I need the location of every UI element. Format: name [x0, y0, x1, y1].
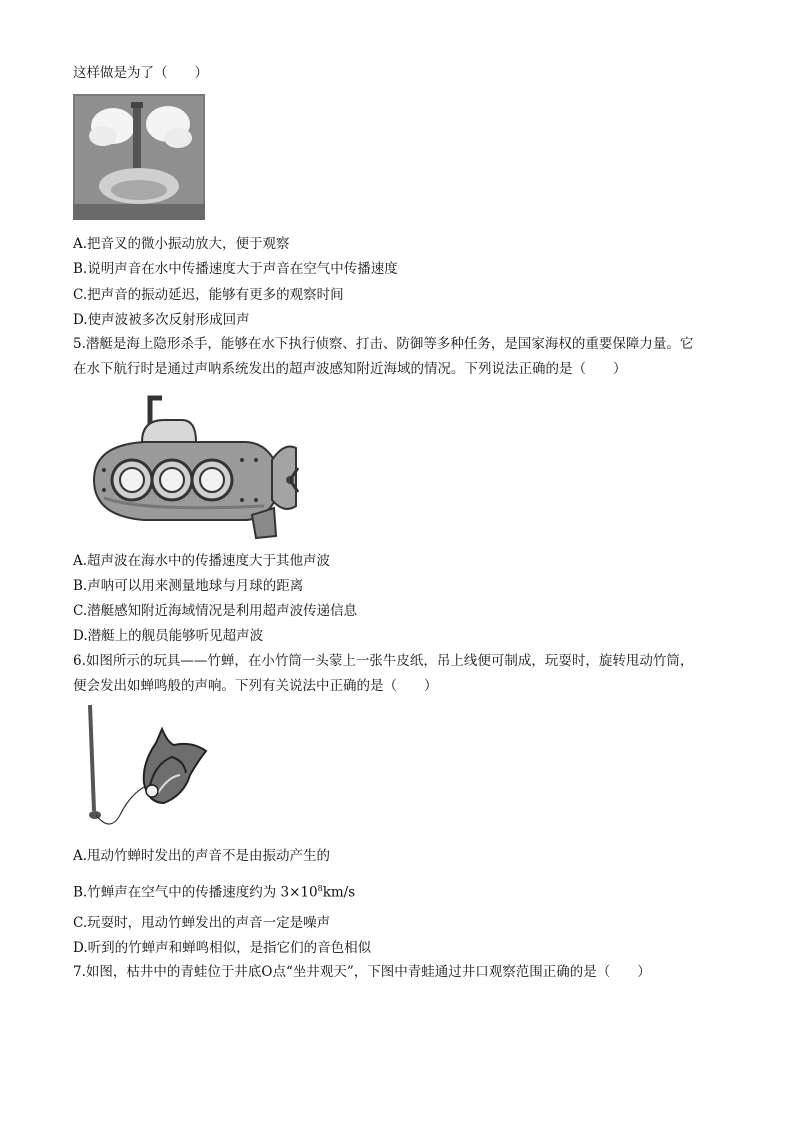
q6-stem-line2: 便会发出如蝉鸣般的声响。下列有关说法中正确的是（ ）: [73, 678, 438, 694]
bamboo-cicada-toy-illustration: [80, 703, 215, 833]
q4-option-c: C.把声音的振动延迟，能够有更多的观察时间: [73, 287, 344, 303]
q6-option-b-unit: km/s: [322, 884, 356, 901]
q6-option-b-exponent: 8: [317, 884, 323, 893]
q4-option-b: B.说明声音在水中传播速度大于声音在空气中传播速度: [73, 261, 398, 277]
q5-option-a: A.超声波在海水中的传播速度大于其他声波: [73, 553, 331, 569]
q6-stem-line1: 6.如图所示的玩具——竹蝉，在小竹筒一头蒙上一张牛皮纸，吊上线便可制成，玩耍时，旋转甩动竹筒，: [73, 653, 694, 669]
submarine-illustration: [84, 390, 299, 540]
q5-stem-line1: 5.潜艇是海上隐形杀手，能够在水下执行侦察、打击、防御等多种任务，是国家海权的重要保障力量。它: [73, 336, 694, 352]
q4-option-a: A.把音叉的微小振动放大，便于观察: [73, 236, 290, 252]
q4-option-d: D.使声波被多次反射形成回声: [73, 312, 250, 328]
q6-option-c: C.玩耍时，甩动竹蝉发出的声音一定是噪声: [73, 915, 331, 931]
q6-option-b: [73, 880, 355, 902]
tuning-fork-water-photo: [73, 94, 205, 220]
q5-stem-line2: 在水下航行时是通过声呐系统发出的超声波感知附近海域的情况。下列说法正确的是（ ）: [73, 361, 627, 377]
q4-question-tail: 这样做是为了（ ）: [73, 65, 208, 81]
q5-option-c: C.潜艇感知附近海域情况是利用超声波传递信息: [73, 603, 358, 619]
q6-option-a: A.甩动竹蝉时发出的声音不是由振动产生的: [73, 848, 331, 864]
q7-stem-line1: 7.如图，枯井中的青蛙位于井底O点“坐井观天”，下图中青蛙通过井口观察范围正确的是（ ）: [73, 964, 651, 980]
q6-option-b-text: B.竹蝉声在空气中的传播速度约为 3×10: [73, 884, 318, 901]
q5-option-d: D.潜艇上的舰员能够听见超声波: [73, 628, 264, 644]
q5-option-b: B.声呐可以用来测量地球与月球的距离: [73, 578, 304, 594]
q6-option-d: D.听到的竹蝉声和蝉鸣相似，是指它们的音色相似: [73, 940, 372, 956]
